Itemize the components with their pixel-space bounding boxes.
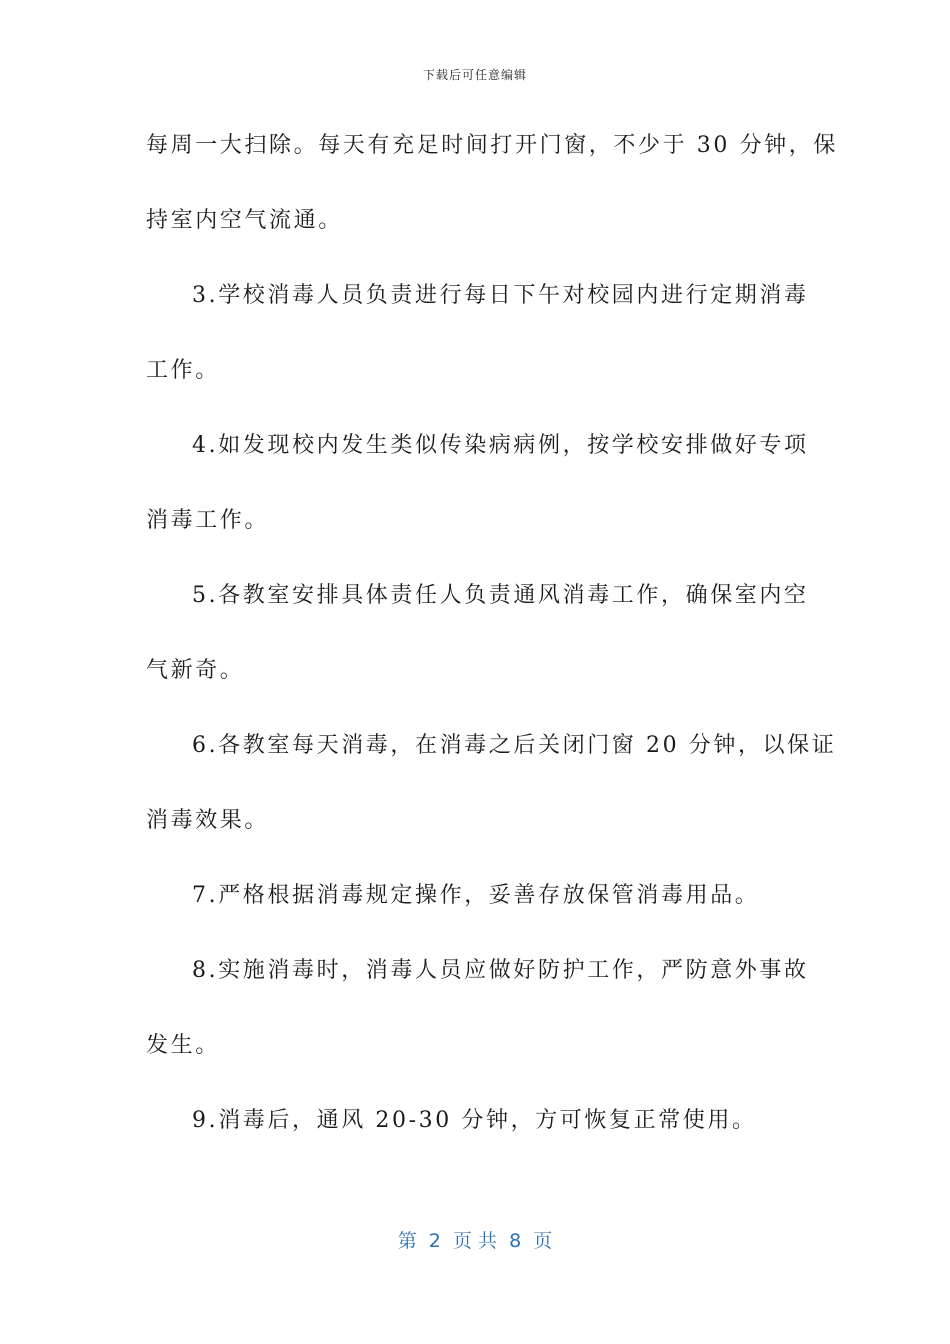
document-body bbox=[146, 122, 838, 1172]
page-number-footer: 第 2 页 共 8 页 bbox=[397, 1230, 553, 1252]
text-line: 持室内空气流通。 bbox=[146, 208, 343, 233]
text-line: 5.各教室安排具体责任人负责通风消毒工作，确保室内空 bbox=[192, 583, 809, 608]
text-line: 气新奇。 bbox=[146, 658, 245, 683]
text-line: 每周一大扫除。每天有充足时间打开门窗，不少于 30 分钟，保 bbox=[146, 133, 838, 158]
text-line: 4.如发现校内发生类似传染病病例，按学校安排做好专项 bbox=[192, 433, 809, 458]
text-line: 消毒工作。 bbox=[146, 508, 270, 533]
text-line: 消毒效果。 bbox=[146, 808, 270, 833]
text-line: 发生。 bbox=[146, 1033, 220, 1058]
text-line: 9.消毒后，通风 20-30 分钟，方可恢复正常使用。 bbox=[192, 1108, 757, 1133]
text-line: 8.实施消毒时，消毒人员应做好防护工作，严防意外事故 bbox=[192, 958, 809, 983]
text-line: 7.严格根据消毒规定操作，妥善存放保管消毒用品。 bbox=[192, 883, 760, 908]
text-line: 工作。 bbox=[146, 358, 220, 383]
text-line: 3.学校消毒人员负责进行每日下午对校园内进行定期消毒 bbox=[192, 283, 809, 308]
page-header: 下载后可任意编辑 bbox=[422, 68, 527, 82]
text-line: 6.各教室每天消毒，在消毒之后关闭门窗 20 分钟，以保证 bbox=[192, 733, 837, 758]
